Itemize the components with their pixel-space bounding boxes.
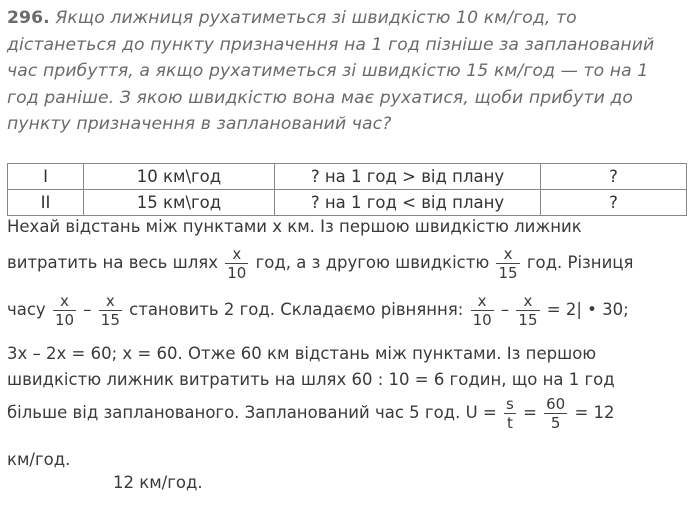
- table-cell: 15 км\год: [84, 190, 275, 216]
- solution-line-2: витратить на весь шлях $\frac{x}{10}$ год, а з другою швидкістю $\frac{x}{15}$ год. Різниця: [7, 245, 634, 282]
- problem-statement: [7, 5, 692, 138]
- solution-line-6: більше від запланованого. Запланований час 5 год. U = $\frac{s}{t}$ = $\frac{60}{5}$ = 12: [7, 395, 615, 432]
- problem-line-4: год раніше. З якою швидкістю вона має рухатися, щоби прибути до: [7, 87, 634, 108]
- solution-line-5: швидкістю лижник витратить на шлях 60 : 10 = 6 годин, що на 1 год: [7, 370, 615, 389]
- fraction-x-15: $\frac{x}{15}$: [498, 245, 518, 282]
- solution-line-3: часу $\frac{x}{10}$ – $\frac{x}{15}$ становить 2 год. Складаємо рівняння: $\frac{x}{10}$ – $\frac{x}{15}$ = 2| • 30;: [7, 292, 629, 329]
- solution-line-1: Нехай відстань між пунктами х км. Із першою швидкістю лижник: [7, 217, 582, 236]
- fraction-x-10: $\frac{x}{10}$: [54, 292, 75, 329]
- table-row: [8, 190, 687, 216]
- problem-line-1: 296. Якщо лижниця рухатиметься зі швидкістю 10 км/год, то: [7, 8, 577, 28]
- solution-line-7: км/год.: [7, 450, 71, 469]
- fraction-x-10: $\frac{x}{10}$: [472, 292, 492, 329]
- table-cell: 10 км\год: [84, 164, 275, 190]
- fraction-60-5: $\frac{60}{5}$: [546, 395, 566, 432]
- fraction-s-t: $\frac{s}{t}$: [505, 395, 514, 432]
- table-cell: ?: [541, 190, 687, 216]
- answer: 12 км/год.: [113, 473, 203, 492]
- problem-line-2: дістанеться до пункту призначення на 1 год пізніше за запланований: [7, 34, 655, 55]
- solution-line-4: 3х – 2х = 60; х = 60. Отже 60 км відстань між пунктами. Із першою: [7, 344, 597, 363]
- problem-number: 296.: [7, 8, 50, 28]
- table-cell: ? на 1 год > від плану: [275, 164, 541, 190]
- problem-line-3: час прибуття, а якщо рухатиметься зі швидкістю 15 км/год — то на 1: [7, 61, 649, 81]
- fraction-x-15: $\frac{x}{15}$: [100, 292, 120, 329]
- fraction-x-15: $\frac{x}{15}$: [518, 292, 538, 329]
- table-cell: ?: [541, 164, 687, 190]
- problem-line-5: пункту призначення в запланований час?: [7, 114, 392, 134]
- table-row: [8, 164, 687, 190]
- table-cell: I: [8, 164, 84, 190]
- fraction-x-10: $\frac{x}{10}$: [227, 245, 247, 282]
- data-table: [7, 163, 687, 216]
- table-cell: ? на 1 год < від плану: [275, 190, 541, 216]
- table-cell: II: [8, 190, 84, 216]
